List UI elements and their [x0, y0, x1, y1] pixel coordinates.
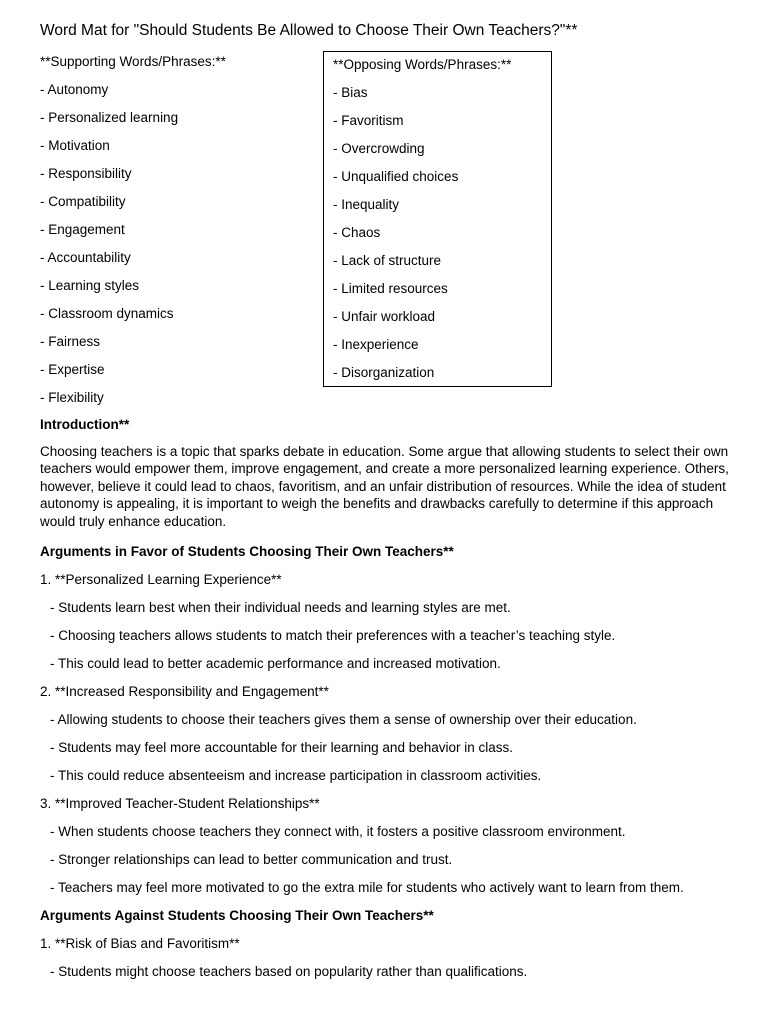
- opposing-item: - Disorganization: [333, 365, 435, 380]
- supporting-item: - Fairness: [40, 334, 101, 349]
- opposing-item: - Overcrowding: [333, 141, 425, 156]
- favor-bullet: - Teachers may feel more motivated to go the extra mile for students who actively want to learn from them.: [50, 880, 684, 895]
- favor-point-title: 3. **Improved Teacher-Student Relationships**: [40, 796, 320, 811]
- opposing-item: - Lack of structure: [333, 253, 442, 268]
- against-heading: Arguments Against Students Choosing Their Own Teachers**: [40, 908, 434, 923]
- supporting-heading: **Supporting Words/Phrases:**: [40, 54, 226, 69]
- favor-bullet: - Allowing students to choose their teachers gives them a sense of ownership over their education.: [50, 712, 637, 727]
- favor-bullet: - Students learn best when their individual needs and learning styles are met.: [50, 600, 511, 615]
- supporting-item: - Engagement: [40, 222, 125, 237]
- supporting-item: - Flexibility: [40, 390, 104, 405]
- favor-point-title: 2. **Increased Responsibility and Engagement**: [40, 684, 329, 699]
- favor-point-title: 1. **Personalized Learning Experience**: [40, 572, 282, 587]
- against-point-title: 1. **Risk of Bias and Favoritism**: [40, 936, 240, 951]
- opposing-heading: **Opposing Words/Phrases:**: [333, 57, 512, 72]
- opposing-item: - Favoritism: [333, 113, 404, 128]
- opposing-item: - Inequality: [333, 197, 400, 212]
- supporting-item: - Autonomy: [40, 82, 109, 97]
- supporting-item: - Compatibility: [40, 194, 126, 209]
- supporting-item: - Motivation: [40, 138, 110, 153]
- opposing-item: - Inexperience: [333, 337, 419, 352]
- favor-bullet: - Choosing teachers allows students to match their preferences with a teacher’s teaching style.: [50, 628, 616, 643]
- introduction-heading: Introduction**: [40, 417, 130, 432]
- supporting-item: - Classroom dynamics: [40, 306, 174, 321]
- favor-bullet: - Stronger relationships can lead to better communication and trust.: [50, 852, 453, 867]
- supporting-item: - Expertise: [40, 362, 105, 377]
- favor-bullet: - When students choose teachers they connect with, it fosters a positive classroom environment.: [50, 824, 626, 839]
- favor-bullet: - Students may feel more accountable for their learning and behavior in class.: [50, 740, 514, 755]
- introduction-paragraph: Choosing teachers is a topic that sparks debate in education. Some argue that allowing students to select their own teachers would empower them, improve engagement, and create a more personalized learning experience. Others, however, believe it could lead to chaos, favoritism, and an unfair distribution of resources. While the idea of student autonomy is appealing, it is important to weigh the benefits and drawbacks carefully to determine if this approach would truly enhance education.: [40, 444, 729, 529]
- opposing-item: - Bias: [333, 85, 368, 100]
- opposing-item: - Unqualified choices: [333, 169, 459, 184]
- supporting-item: - Responsibility: [40, 166, 132, 181]
- supporting-item: - Accountability: [40, 250, 131, 265]
- opposing-item: - Unfair workload: [333, 309, 436, 324]
- supporting-item: - Learning styles: [40, 278, 140, 293]
- opposing-item: - Limited resources: [333, 281, 448, 296]
- document-title: Word Mat for "Should Students Be Allowed to Choose Their Own Teachers?"**: [40, 22, 578, 39]
- against-bullet: - Students might choose teachers based on popularity rather than qualifications.: [50, 964, 528, 979]
- favor-bullet: - This could reduce absenteeism and increase participation in classroom activities.: [50, 768, 542, 783]
- opposing-item: - Chaos: [333, 225, 381, 240]
- favor-bullet: - This could lead to better academic performance and increased motivation.: [50, 656, 501, 671]
- favor-heading: Arguments in Favor of Students Choosing Their Own Teachers**: [40, 544, 454, 559]
- supporting-item: - Personalized learning: [40, 110, 179, 125]
